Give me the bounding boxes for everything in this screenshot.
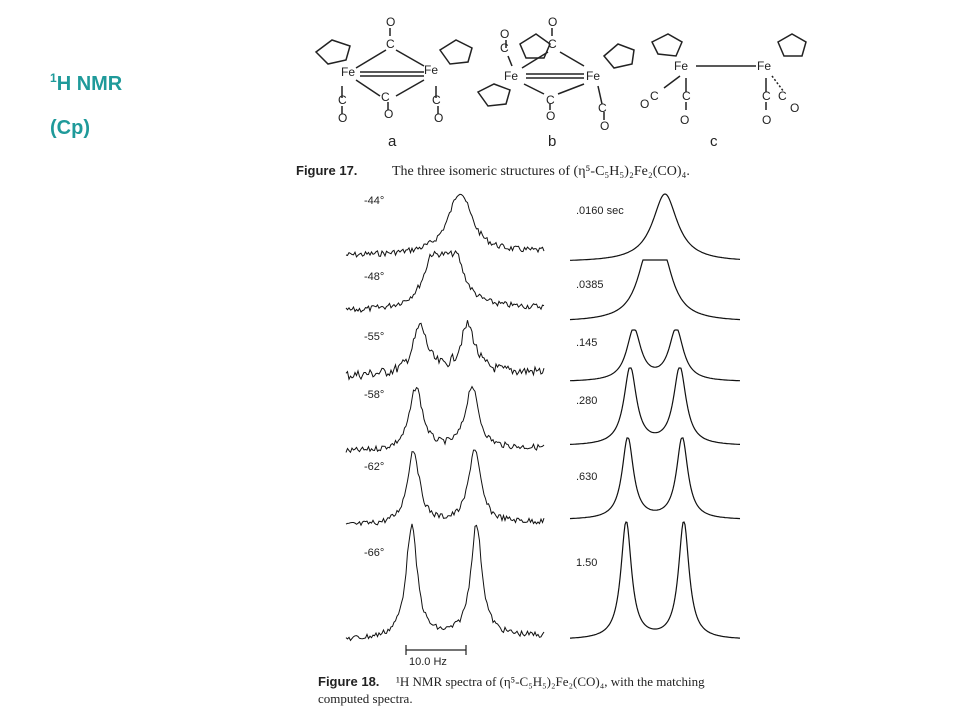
atom-c-label: C bbox=[598, 101, 607, 115]
cp-ring-icon bbox=[604, 44, 634, 68]
experimental-spectrum-trace bbox=[346, 524, 544, 641]
title-subtitle: (Cp) bbox=[50, 117, 90, 139]
figure18-caption-line2: computed spectra. bbox=[318, 691, 413, 706]
atom-o-label: O bbox=[546, 109, 556, 123]
figure18-caption-line1: ¹H NMR spectra of (η⁵-C₅H₅)₂Fe₂(CO)₄, with the matching bbox=[396, 674, 705, 689]
atom-fe-label: Fe bbox=[674, 59, 689, 73]
atom-c-label: C bbox=[650, 89, 659, 103]
lifetime-label: .280 bbox=[576, 395, 598, 407]
temperature-label: -55° bbox=[364, 331, 385, 343]
temperature-label: -44° bbox=[364, 195, 385, 207]
cp-ring-icon bbox=[478, 84, 510, 106]
title-superscript: 1 bbox=[50, 71, 57, 85]
title-main: H NMR bbox=[56, 73, 123, 95]
atom-fe-label: Fe bbox=[757, 59, 772, 73]
computed-spectrum-trace bbox=[570, 522, 740, 638]
atom-fe-label: Fe bbox=[504, 69, 519, 83]
atom-c-label: C bbox=[386, 37, 395, 51]
figure18-caption-label: Figure 18. bbox=[318, 674, 380, 689]
atom-c-label: C bbox=[338, 93, 347, 107]
temperature-label: -62° bbox=[364, 461, 385, 473]
atom-c-label: C bbox=[381, 90, 390, 104]
figure17-caption-label: Figure 17. bbox=[296, 163, 358, 178]
scale-bar-label: 10.0 Hz bbox=[409, 656, 447, 668]
lifetime-label: .145 bbox=[576, 337, 598, 349]
atom-c-label: C bbox=[500, 41, 509, 55]
atom-o-label: O bbox=[680, 113, 690, 127]
cp-ring-icon bbox=[652, 34, 682, 56]
atom-fe-label: Fe bbox=[586, 69, 601, 83]
cp-ring-icon bbox=[316, 40, 350, 64]
atom-o-label: O bbox=[548, 15, 558, 29]
computed-spectra bbox=[570, 194, 740, 638]
structure-label-c: c bbox=[710, 133, 718, 150]
atom-c-label: C bbox=[548, 37, 557, 51]
atom-fe-label: Fe bbox=[341, 65, 356, 79]
experimental-spectrum-trace bbox=[346, 320, 544, 379]
computed-spectrum-trace bbox=[570, 194, 740, 260]
atom-o-label: O bbox=[600, 119, 610, 133]
lifetime-label: .0385 bbox=[576, 279, 604, 291]
structure-label-b: b bbox=[548, 133, 557, 150]
atom-o-label: O bbox=[338, 111, 348, 125]
atom-o-label: O bbox=[762, 113, 772, 127]
lifetime-label: 1.50 bbox=[576, 557, 598, 569]
atom-o-label: O bbox=[500, 27, 510, 41]
temperature-label: -58° bbox=[364, 389, 385, 401]
scale-bar bbox=[406, 645, 466, 655]
structure-label-a: a bbox=[388, 133, 397, 150]
experimental-spectra bbox=[346, 194, 544, 640]
temperature-label: -66° bbox=[364, 547, 385, 559]
atom-o-label: O bbox=[384, 107, 394, 121]
atom-o-label: O bbox=[386, 15, 396, 29]
atom-c-label: C bbox=[682, 89, 691, 103]
cp-ring-icon bbox=[778, 34, 806, 56]
atom-c-label: C bbox=[432, 93, 441, 107]
temperature-label: -48° bbox=[364, 271, 385, 283]
atom-c-label: C bbox=[778, 89, 787, 103]
atom-c-label: C bbox=[546, 93, 555, 107]
atom-o-label: O bbox=[640, 97, 650, 111]
lifetime-label: .0160 sec bbox=[576, 205, 624, 217]
atom-o-label: O bbox=[434, 111, 444, 125]
cp-ring-icon bbox=[440, 40, 472, 64]
atom-fe-label: Fe bbox=[424, 63, 439, 77]
lifetime-label: .630 bbox=[576, 471, 598, 483]
atom-o-label: O bbox=[790, 101, 800, 115]
atom-c-label: C bbox=[762, 89, 771, 103]
figure17-caption-text: The three isomeric structures of (η⁵-C₅H₅)₂Fe₂(CO)₄. bbox=[392, 164, 690, 179]
